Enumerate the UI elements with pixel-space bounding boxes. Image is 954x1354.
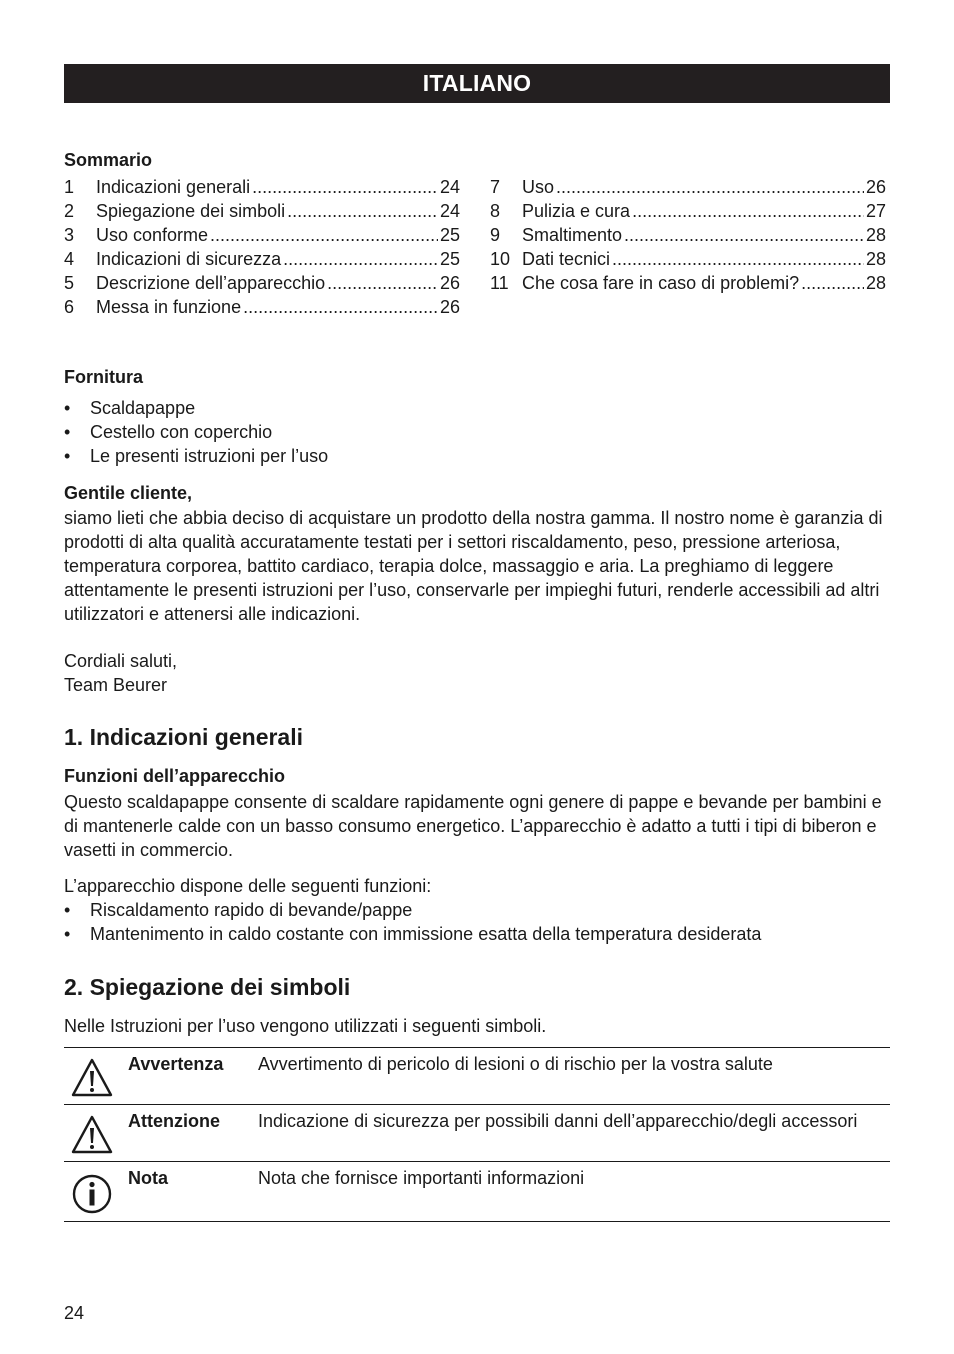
toc-page: 24 [439,177,460,197]
toc-label: Spiegazione dei simboli [96,201,286,221]
toc-number: 1 [64,177,75,197]
toc-entry[interactable] [64,271,460,295]
list-item: • Mantenimento in caldo costante con immissione esatta della temperatura desiderata [64,922,890,946]
symbol-description: Nota che fornisce importanti informazioni [258,1168,585,1188]
toc-leader [327,271,438,295]
toc-page: 25 [439,225,460,245]
toc-leader [283,247,438,271]
section-heading: 1. Indicazioni generali [64,724,304,750]
greeting-body: siamo lieti che abbia deciso di acquistare un prodotto della nostra gamma. Il nostro nome è garanzia di prodotti di alta qualità accuratamente testati per i settori riscaldamento, peso, pressione arteriosa, temperatura corporea, battito cardiaco, terapia dolce, massaggio e aria. La preghiamo di leggere attentamente le presenti istruzioni per l’uso, conservarle per impieghi futuri, renderle accessibili ad altri utilizzatori e attenersi alle indicazioni. [64,508,883,624]
toc-right-column [490,175,886,295]
toc-page: 26 [865,177,886,197]
list-item: • Cestello con coperchio [64,420,890,444]
toc-number: 8 [490,201,501,221]
list-item: • Scaldapappe [64,396,890,420]
toc-entry[interactable] [490,199,886,223]
toc-label: Uso conforme [96,225,209,245]
features-intro: L’apparecchio dispone delle seguenti funzioni: [64,876,432,896]
toc-leader [801,271,864,295]
toc-leader [210,223,438,247]
toc-label: Messa in funzione [96,297,242,317]
language-banner: ITALIANO [64,64,890,103]
toc-entry[interactable] [64,247,460,271]
symbol-term: Avvertenza [128,1054,224,1074]
toc-label: Pulizia e cura [522,201,631,221]
toc-leader [556,175,864,199]
table-row [64,1162,890,1222]
symbol-term: Nota [128,1168,168,1188]
toc-entry[interactable] [490,175,886,199]
section-subheading: Funzioni dell’apparecchio [64,766,286,786]
toc-entry[interactable] [490,223,886,247]
toc-left-column [64,175,460,319]
toc-leader [243,295,438,319]
toc-number: 3 [64,225,75,245]
section-heading: 2. Spiegazione dei simboli [64,974,351,1000]
symbols-intro: Nelle Istruzioni per l’uso vengono utilizzati i seguenti simboli. [64,1016,547,1036]
toc-entry[interactable] [64,295,460,319]
warning-triangle-icon [70,1056,114,1100]
toc-page: 28 [865,249,886,269]
toc-page: 28 [865,225,886,245]
toc-number: 2 [64,201,75,221]
list-item: • Le presenti istruzioni per l’uso [64,444,890,468]
table-row [64,1105,890,1162]
toc-entry[interactable] [64,175,460,199]
page-number: 24 [64,1303,85,1323]
symbols-table [64,1047,890,1222]
toc-page: 25 [439,249,460,269]
features-list [64,898,890,946]
greeting-closing: Cordiali saluti, [64,651,178,671]
toc-label: Uso [522,177,555,197]
toc-leader [632,199,864,223]
toc-page: 24 [439,201,460,221]
toc-number: 6 [64,297,75,317]
toc-number: 11 [490,273,509,293]
greeting-signature: Team Beurer [64,675,168,695]
toc-label: Indicazioni di sicurezza [96,249,282,269]
toc-label: Descrizione dell’apparecchio [96,273,326,293]
toc-number: 5 [64,273,75,293]
toc-label: Dati tecnici [522,249,611,269]
supply-title: Fornitura [64,367,143,387]
toc-page: 27 [865,201,886,221]
symbol-description: Indicazione di sicurezza per possibili danni dell’apparecchio/degli accessori [258,1111,858,1131]
toc-leader [252,175,438,199]
toc-page: 28 [865,273,886,293]
toc-label: Smaltimento [522,225,623,245]
toc-leader [287,199,438,223]
toc-entry[interactable] [64,199,460,223]
warning-triangle-icon [70,1113,114,1157]
toc-leader [612,247,864,271]
toc-entry[interactable] [490,271,886,295]
toc-number: 10 [490,249,511,269]
toc-page: 26 [439,297,460,317]
toc-label: Indicazioni generali [96,177,251,197]
symbol-description: Avvertimento di pericolo di lesioni o di rischio per la vostra salute [258,1054,773,1074]
toc-number: 9 [490,225,501,245]
symbol-term: Attenzione [128,1111,220,1131]
toc-number: 7 [490,177,501,197]
info-icon [70,1172,114,1216]
supply-list [64,396,890,468]
table-row [64,1048,890,1105]
summary-title: Sommario [64,150,153,170]
toc-page: 26 [439,273,460,293]
greeting-title: Gentile cliente, [64,483,193,503]
list-item: • Riscaldamento rapido di bevande/pappe [64,898,890,922]
toc-entry[interactable] [64,223,460,247]
toc-entry[interactable] [490,247,886,271]
toc-number: 4 [64,249,75,269]
section-body: Questo scaldapappe consente di scaldare rapidamente ogni genere di pappe e bevande per bambini e di mantenerle calde con un basso consumo energetico. L’apparecchio è adatto a tutti i tipi di biberon e vasetti in commercio. [64,792,882,860]
toc-label: Che cosa fare in caso di problemi? [522,273,800,293]
toc-leader [624,223,864,247]
